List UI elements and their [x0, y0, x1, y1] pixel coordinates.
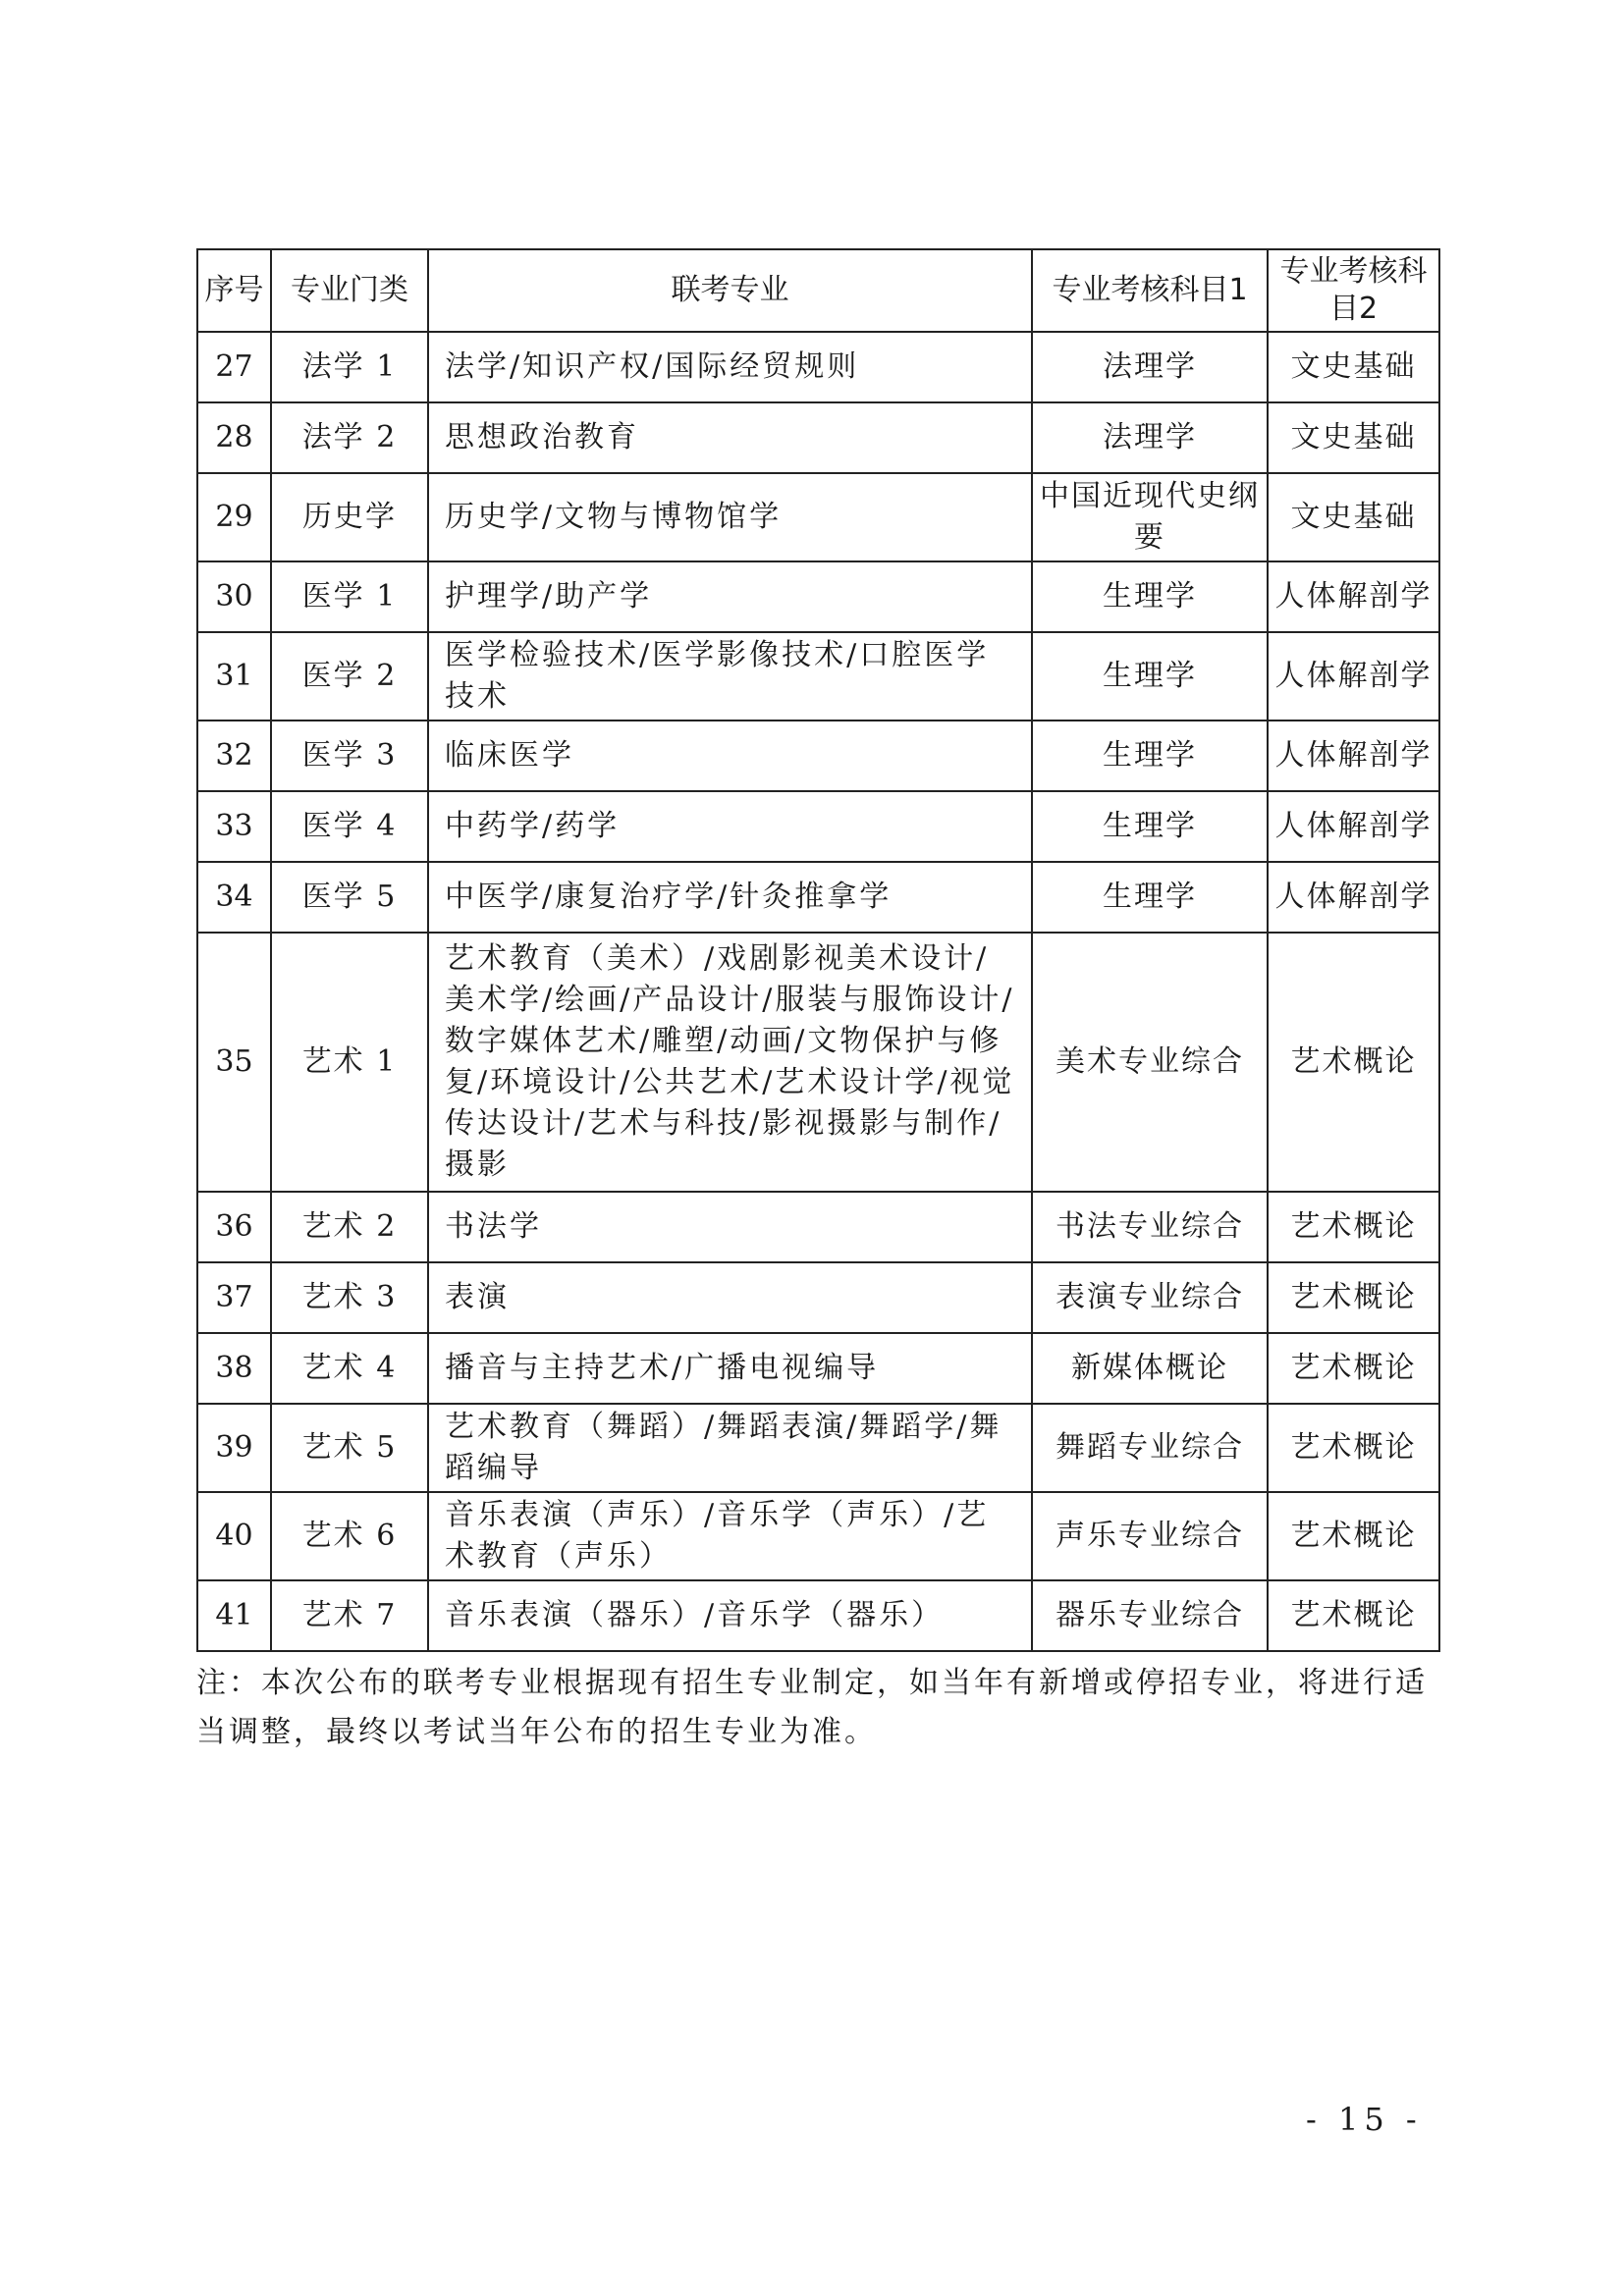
- row-category: 医学 3: [271, 721, 428, 791]
- table-row: [197, 473, 1439, 561]
- row-major: 中医学/康复治疗学/针灸推拿学: [428, 862, 1032, 933]
- row-subject1: 中国近现代史纲要: [1032, 473, 1268, 561]
- table-row: [197, 1333, 1439, 1404]
- row-subject2: 艺术概论: [1268, 1580, 1439, 1651]
- row-subject1: 生理学: [1032, 791, 1268, 862]
- table-row: [197, 1492, 1439, 1580]
- row-major: 表演: [428, 1262, 1032, 1333]
- page-number: - 15 -: [1306, 2101, 1423, 2138]
- row-num: 29: [197, 473, 271, 561]
- row-major: 书法学: [428, 1192, 1032, 1262]
- row-category: 艺术 3: [271, 1262, 428, 1333]
- row-subject1: 新媒体概论: [1032, 1333, 1268, 1404]
- header-major: 联考专业: [428, 249, 1032, 332]
- row-category: 历史学: [271, 473, 428, 561]
- table-row: [197, 1192, 1439, 1262]
- row-num: 28: [197, 402, 271, 473]
- row-category: 法学 1: [271, 332, 428, 402]
- row-num: 40: [197, 1492, 271, 1580]
- row-subject1: 法理学: [1032, 332, 1268, 402]
- footnote: 注：本次公布的联考专业根据现有招生专业制定，如当年有新增或停招专业，将进行适当调整，最终以考试当年公布的招生专业为准。: [196, 1666, 1428, 1749]
- table-row: [197, 561, 1439, 632]
- row-category: 艺术 4: [271, 1333, 428, 1404]
- row-num: 41: [197, 1580, 271, 1651]
- row-major: 护理学/助产学: [428, 561, 1032, 632]
- table-header-row: [197, 249, 1439, 332]
- row-subject1: 生理学: [1032, 721, 1268, 791]
- row-category: 法学 2: [271, 402, 428, 473]
- table-row: [197, 791, 1439, 862]
- row-major: 艺术教育（舞蹈）/舞蹈表演/舞蹈学/舞蹈编导: [428, 1404, 1032, 1492]
- row-subject1: 生理学: [1032, 862, 1268, 933]
- row-num: 27: [197, 332, 271, 402]
- table-row: [197, 1262, 1439, 1333]
- row-subject1: 生理学: [1032, 632, 1268, 721]
- row-subject2: 人体解剖学: [1268, 561, 1439, 632]
- row-major: 思想政治教育: [428, 402, 1032, 473]
- row-subject2: 人体解剖学: [1268, 721, 1439, 791]
- table-row: [197, 402, 1439, 473]
- row-major: 中药学/药学: [428, 791, 1032, 862]
- row-num: 35: [197, 933, 271, 1192]
- row-num: 38: [197, 1333, 271, 1404]
- row-subject2: 人体解剖学: [1268, 632, 1439, 721]
- row-category: 医学 1: [271, 561, 428, 632]
- row-num: 36: [197, 1192, 271, 1262]
- table-row: [197, 862, 1439, 933]
- row-num: 31: [197, 632, 271, 721]
- row-major: 播音与主持艺术/广播电视编导: [428, 1333, 1032, 1404]
- row-subject1: 舞蹈专业综合: [1032, 1404, 1268, 1492]
- row-subject1: 书法专业综合: [1032, 1192, 1268, 1262]
- row-subject1: 表演专业综合: [1032, 1262, 1268, 1333]
- row-subject1: 美术专业综合: [1032, 933, 1268, 1192]
- majors-table: [196, 248, 1440, 1652]
- row-subject1: 器乐专业综合: [1032, 1580, 1268, 1651]
- row-major: 医学检验技术/医学影像技术/口腔医学技术: [428, 632, 1032, 721]
- row-num: 37: [197, 1262, 271, 1333]
- row-major: 临床医学: [428, 721, 1032, 791]
- row-major: 音乐表演（声乐）/音乐学（声乐）/艺术教育（声乐）: [428, 1492, 1032, 1580]
- row-subject2: 人体解剖学: [1268, 791, 1439, 862]
- row-subject2: 艺术概论: [1268, 1404, 1439, 1492]
- table-row: [197, 632, 1439, 721]
- row-num: 33: [197, 791, 271, 862]
- row-subject1: 声乐专业综合: [1032, 1492, 1268, 1580]
- row-subject2: 艺术概论: [1268, 1192, 1439, 1262]
- table-row: [197, 933, 1439, 1192]
- table-row: [197, 332, 1439, 402]
- row-category: 艺术 5: [271, 1404, 428, 1492]
- table-row: [197, 721, 1439, 791]
- row-major: 音乐表演（器乐）/音乐学（器乐）: [428, 1580, 1032, 1651]
- row-category: 医学 4: [271, 791, 428, 862]
- header-subject1: 专业考核科目1: [1032, 249, 1268, 332]
- row-major: 法学/知识产权/国际经贸规则: [428, 332, 1032, 402]
- row-subject2: 文史基础: [1268, 473, 1439, 561]
- row-category: 医学 5: [271, 862, 428, 933]
- row-subject2: 文史基础: [1268, 332, 1439, 402]
- row-category: 艺术 1: [271, 933, 428, 1192]
- row-subject2: 艺术概论: [1268, 1262, 1439, 1333]
- table-row: [197, 1404, 1439, 1492]
- row-num: 34: [197, 862, 271, 933]
- row-subject2: 文史基础: [1268, 402, 1439, 473]
- row-num: 39: [197, 1404, 271, 1492]
- header-num: 序号: [197, 249, 271, 332]
- row-subject2: 艺术概论: [1268, 1492, 1439, 1580]
- row-num: 30: [197, 561, 271, 632]
- row-subject1: 生理学: [1032, 561, 1268, 632]
- header-category: 专业门类: [271, 249, 428, 332]
- row-category: 艺术 6: [271, 1492, 428, 1580]
- row-subject2: 人体解剖学: [1268, 862, 1439, 933]
- row-num: 32: [197, 721, 271, 791]
- table-row: [197, 1580, 1439, 1651]
- row-category: 艺术 2: [271, 1192, 428, 1262]
- header-subject2: 专业考核科目2: [1268, 249, 1439, 332]
- row-major: 历史学/文物与博物馆学: [428, 473, 1032, 561]
- row-category: 医学 2: [271, 632, 428, 721]
- row-subject1: 法理学: [1032, 402, 1268, 473]
- row-category: 艺术 7: [271, 1580, 428, 1651]
- row-major: 艺术教育（美术）/戏剧影视美术设计/美术学/绘画/产品设计/服装与服饰设计/数字媒体艺术/雕塑/动画/文物保护与修复/环境设计/公共艺术/艺术设计学/视觉传达设计/艺术与科技/影视摄影与制作/摄影: [428, 933, 1032, 1192]
- row-subject2: 艺术概论: [1268, 1333, 1439, 1404]
- row-subject2: 艺术概论: [1268, 933, 1439, 1192]
